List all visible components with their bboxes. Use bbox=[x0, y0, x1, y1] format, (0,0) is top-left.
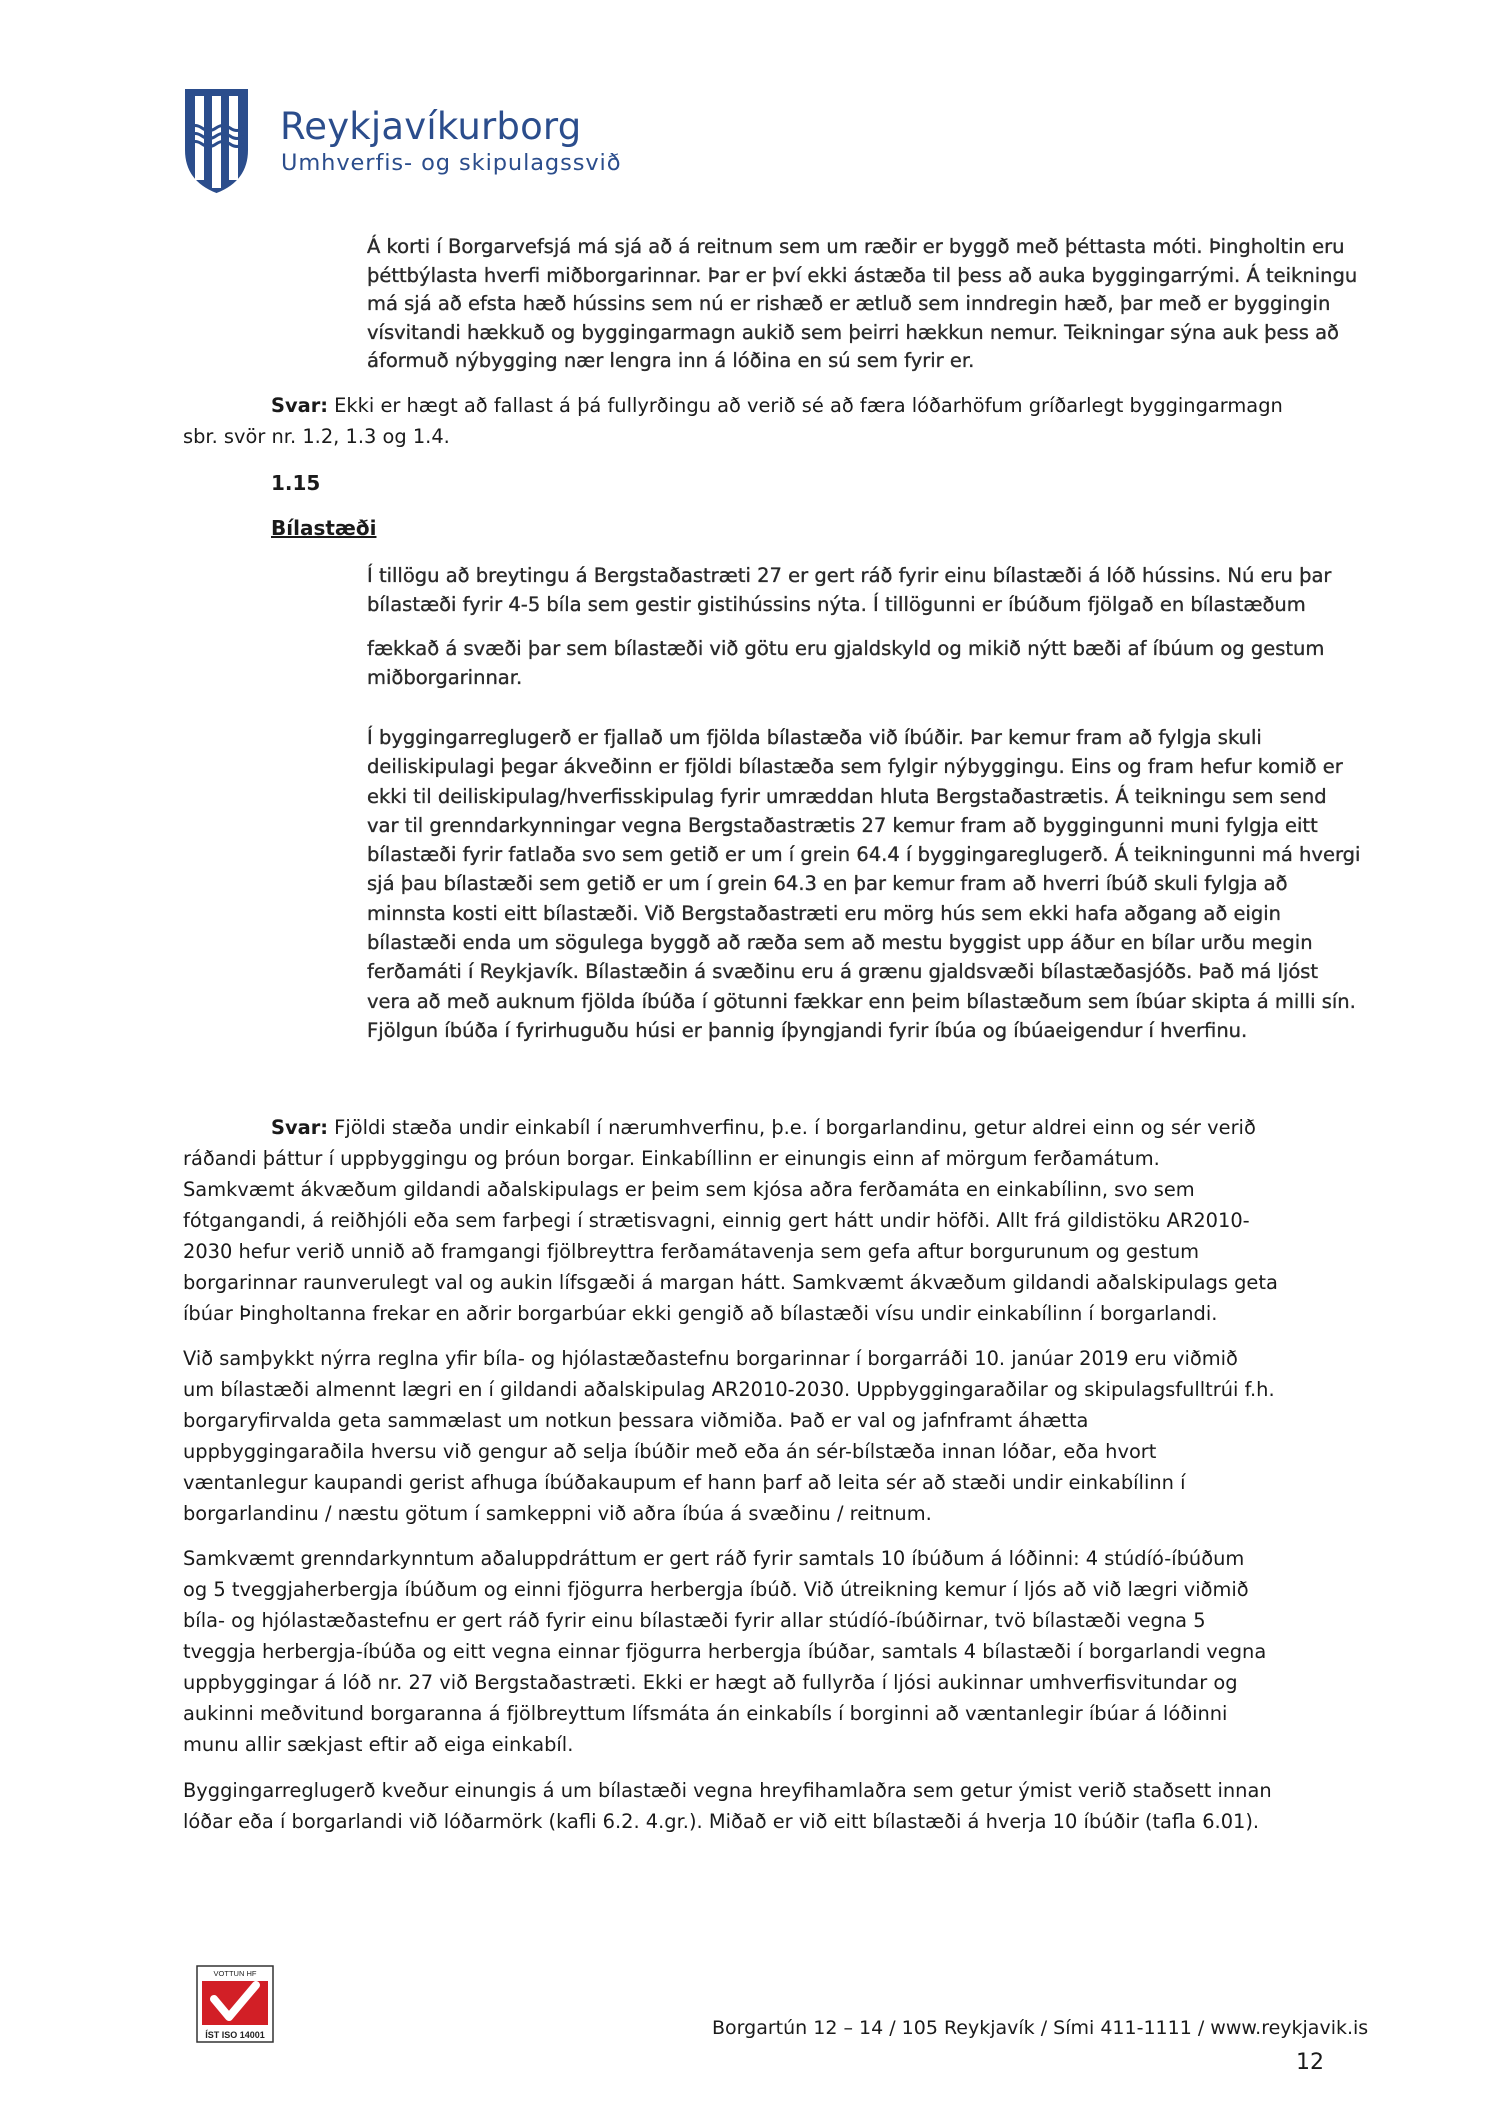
body-line: Samkvæmt grenndarkynntum aðaluppdráttum er gert ráð fyrir samtals 10 íbúðum á lóðinni: 4 stúdíó-íbúðum bbox=[183, 1547, 1245, 1570]
quote-line: deiliskipulagi þegar ákveðinn er fjöldi bílastæða sem fylgir nýbyggingu. Eins og fram hefur komið er bbox=[367, 755, 1343, 779]
footer-address: Borgartún 12 – 14 / 105 Reykjavík / Sími 411-1111 / www.reykjavik.is bbox=[712, 2017, 1369, 2039]
quote-line: vísvitandi hækkuð og byggingarmagn aukið sem þeirri hækkun nemur. Teikningar sýna auk þess að bbox=[367, 320, 1339, 344]
answer-text: borgarinnar raunverulegt val og aukin lífsgæði á margan hátt. Samkvæmt ákvæðum gildandi aðalskipulags geta bbox=[183, 1271, 1278, 1294]
iso-top-text: VOTTUN HF bbox=[213, 1969, 257, 1978]
answer-text: íbúar Þingholtanna frekar en aðrir borgarbúar ekki gengið að bílastæði vísu undir einkabílinn í borgarlandi. bbox=[183, 1302, 1218, 1325]
quoted-comment-2-para-2 bbox=[367, 635, 1324, 692]
page-number: 12 bbox=[1296, 2050, 1324, 2075]
quoted-comment-2-para-3 bbox=[367, 723, 1360, 1045]
body-line: Byggingarreglugerð kveður einungis á um bílastæði vegna hreyfihamlaðra sem getur ýmist verið staðsett innan bbox=[183, 1779, 1272, 1802]
answer-text: Samkvæmt ákvæðum gildandi aðalskipulags er þeim sem kjósa aðra ferðamáta en einkabílinn, svo sem bbox=[183, 1178, 1195, 1201]
answer-text: Ekki er hægt að fallast á þá fullyrðingu að verið sé að færa lóðarhöfum gríðarlegt byggingarmagn bbox=[328, 394, 1283, 417]
reykjavik-logo-shield bbox=[184, 88, 249, 194]
quote-line: ferðamáti í Reykjavík. Bílastæðin á svæðinu eru á grænu gjaldsvæði bílastæðasjóðs. Það má ljóst bbox=[367, 960, 1319, 984]
quote-line: bílastæði enda um sögulega byggð að ræða sem að mestu byggist upp áður en bílar urðu megin bbox=[367, 931, 1313, 955]
quote-line: Í byggingarreglugerð er fjallað um fjölda bílastæða við íbúðir. Þar kemur fram að fylgja skuli bbox=[367, 726, 1262, 749]
quote-line: bílastæði fyrir 4-5 bíla sem gestir gistihússins nýta. Í tillögunni er íbúðum fjölgað en bílastæðum bbox=[367, 592, 1306, 616]
body-line: lóðar eða í borgarlandi við lóðarmörk (kafli 6.2. 4.gr.). Miðað er við eitt bílastæði á hverja 10 íbúðir (tafla 6.01). bbox=[183, 1810, 1260, 1833]
body-line: borgaryfirvalda geta sammælast um notkun þessara viðmiða. Það er val og jafnframt áhætta bbox=[183, 1409, 1089, 1432]
iso-14001-certification-badge bbox=[196, 1965, 274, 2043]
quote-line: vera að með auknum fjölda íbúða í götunni fækkar enn þeim bílastæðum sem íbúar skipta á milli sín. bbox=[367, 989, 1356, 1013]
quote-line: Fjölgun íbúða í fyrirhuguðu húsi er þannig íþyngjandi fyrir íbúa og íbúaeigendur í hverfinu. bbox=[367, 1018, 1248, 1042]
quote-line: þéttbýlasta hverfi miðborgarinnar. Þar er því ekki ástæða til þess að auka byggingarrými. Á teikningu bbox=[367, 263, 1358, 287]
body-line: tveggja herbergja-íbúða og eitt vegna einnar fjögurra herbergja íbúðar, samtals 4 bílastæði í borgarlandi vegna bbox=[183, 1640, 1267, 1663]
answer-1 bbox=[183, 390, 1283, 452]
body-line: um bílastæði almennt lægri en í gildandi aðalskipulag AR2010-2030. Uppbyggingaraðilar og skipulagsfulltrúi f.h. bbox=[183, 1378, 1275, 1401]
answer-2 bbox=[183, 1112, 1278, 1329]
answer-text: sbr. svör nr. 1.2, 1.3 og 1.4. bbox=[183, 425, 450, 448]
answer-label: Svar: bbox=[271, 1116, 329, 1139]
body-line: borgarlandinu / næstu götum í samkeppni við aðra íbúa á svæðinu / reitnum. bbox=[183, 1502, 932, 1525]
answer-text: fótgangandi, á reiðhjóli eða sem farþegi í strætisvagni, einnig gert hátt undir höfði. Allt frá gildistöku AR2010- bbox=[183, 1209, 1250, 1232]
answer-text: 2030 hefur verið unnið að framgangi fjölbreyttra ferðamátavenja sem gefa aftur borgurunum og gestum bbox=[183, 1240, 1200, 1263]
quote-line: var til grenndarkynningar vegna Bergstaðastrætis 27 kemur fram að byggingunni muni fylgja eitt bbox=[367, 813, 1318, 837]
body-line: væntanlegur kaupandi gerist afhuga íbúðakaupum ef hann þarf að leita sér að stæði undir einkabílinn í bbox=[183, 1471, 1186, 1494]
quote-line: miðborgarinnar. bbox=[367, 665, 523, 689]
body-line: bíla- og hjólastæðastefnu er gert ráð fyrir einu bílastæði fyrir allar stúdíó-íbúðirnar, tvö bílastæði vegna 5 bbox=[183, 1609, 1206, 1632]
quote-line: sjá þau bílastæði sem getið er um í grein 64.3 en þar kemur fram að hverri íbúð skuli fylgja að bbox=[367, 872, 1288, 896]
body-line: uppbyggingaraðila hversu við gengur að selja íbúðir með eða án sér-bílstæða innan lóðar, eða hvort bbox=[183, 1440, 1157, 1463]
body-line: Við samþykkt nýrra reglna yfir bíla- og hjólastæðastefnu borgarinnar í borgarráði 10. janúar 2019 eru viðmið bbox=[183, 1347, 1238, 1370]
body-paragraph-parking-policy bbox=[183, 1343, 1275, 1529]
quoted-comment-1 bbox=[367, 233, 1357, 376]
section-number: 1.15 bbox=[271, 471, 321, 495]
body-line: aukinni meðvitund borgaranna á fjölbreyttum lífsmáta án einkabíls í borginni að væntanlegir íbúar á lóðinni bbox=[183, 1702, 1228, 1725]
body-line: uppbyggingar á lóð nr. 27 við Bergstaðastræti. Ekki er hægt að fullyrða í ljósi aukinnar umhverfisvitundar og bbox=[183, 1671, 1238, 1694]
body-line: og 5 tveggjaherbergja íbúðum og einni fjögurra herbergja íbúð. Við útreikning kemur í ljós að við lægri viðmið bbox=[183, 1578, 1249, 1601]
quote-line: áformuð nýbygging nær lengra inn á lóðina en sú sem fyrir er. bbox=[367, 349, 975, 373]
quote-line: Á korti í Borgarvefsjá má sjá að á reitnum sem um ræðir er byggð með þéttasta móti. Þingholtin eru bbox=[367, 235, 1345, 258]
quote-line: minnsta kosti eitt bílastæði. Við Bergstaðastræti eru mörg hús sem ekki hafa aðgang að eigin bbox=[367, 901, 1282, 925]
quote-line: fækkað á svæði þar sem bílastæði við götu eru gjaldskyld og mikið nýtt bæði af íbúum og gestum bbox=[367, 637, 1325, 660]
quote-line: bílastæði fyrir fatlaða svo sem getið er um í grein 64.4 í byggingareglugerð. Á teikningunni má hvergi bbox=[367, 843, 1361, 867]
org-name: Reykjavíkurborg bbox=[280, 105, 582, 148]
body-paragraph-regulation bbox=[183, 1775, 1272, 1837]
iso-bottom-text: ÍST ISO 14001 bbox=[205, 2030, 265, 2040]
quote-line: Í tillögu að breytingu á Bergstaðastræti 27 er gert ráð fyrir einu bílastæði á lóð hússins. Nú eru þar bbox=[367, 564, 1332, 587]
answer-text: ráðandi þáttur í uppbyggingu og þróun borgar. Einkabíllinn er einungis einn af mörgum ferðamátum. bbox=[183, 1147, 1160, 1170]
answer-text: Fjöldi stæða undir einkabíl í nærumhverfinu, þ.e. í borgarlandinu, getur aldrei einn og sér verið bbox=[328, 1116, 1256, 1139]
quote-line: ekki til deiliskipulag/hverfisskipulag fyrir umræddan hluta Bergstaðastrætis. Á teikningu sem send bbox=[367, 784, 1327, 808]
body-paragraph-apartments bbox=[183, 1543, 1266, 1760]
body-line: munu allir sækjast eftir að eiga einkabíl. bbox=[183, 1733, 574, 1756]
quote-line: má sjá að efsta hæð hússins sem nú er rishæð er ætluð sem inndregin hæð, þar með er byggingin bbox=[367, 292, 1331, 316]
answer-label: Svar: bbox=[271, 394, 329, 417]
department-name: Umhverfis- og skipulagssvið bbox=[281, 150, 622, 176]
section-title: Bílastæði bbox=[271, 516, 377, 540]
quoted-comment-2-para-1 bbox=[367, 562, 1331, 619]
